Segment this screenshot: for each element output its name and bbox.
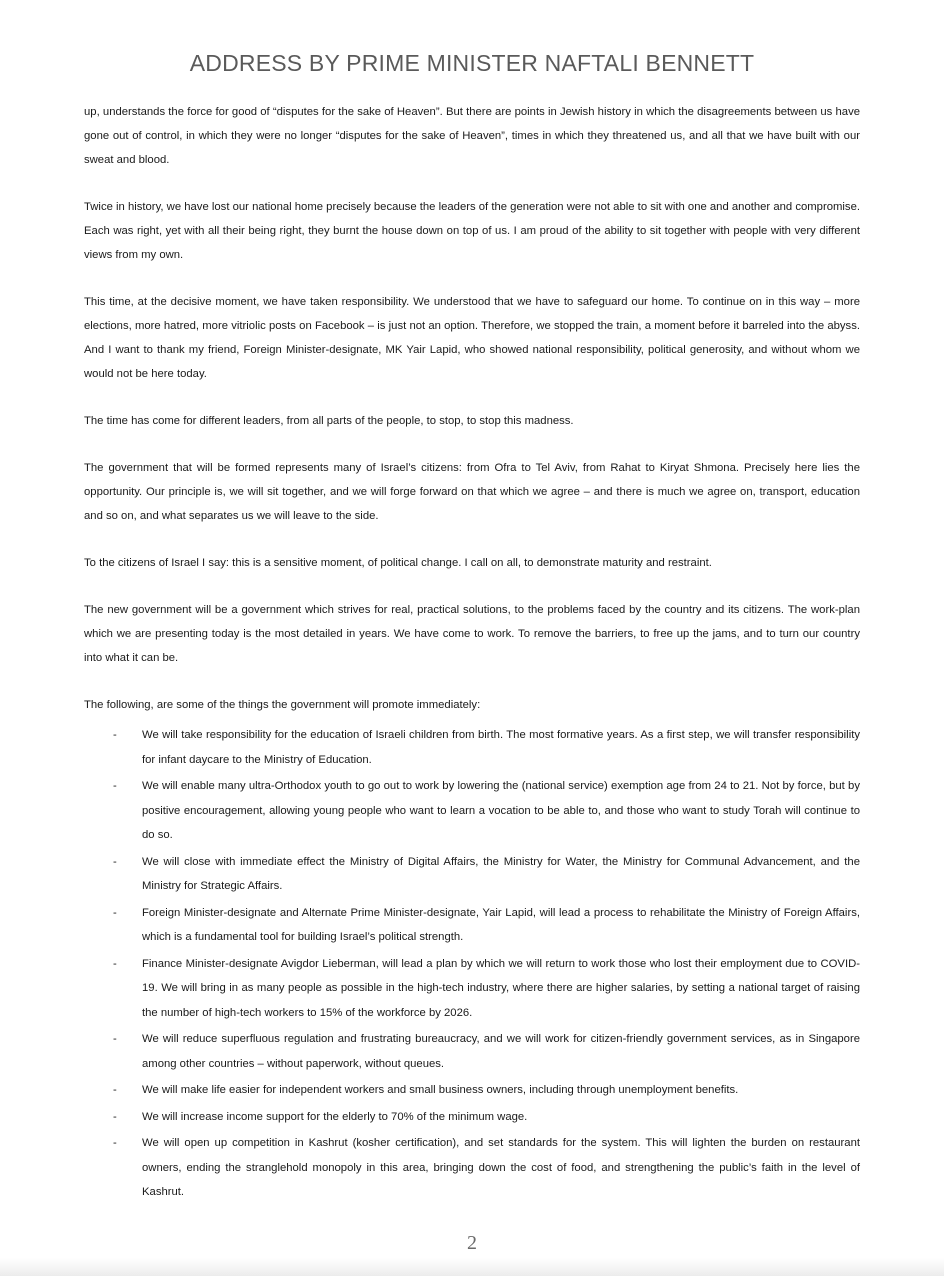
list-item-text: We will close with immediate effect the Ministry of Digital Affairs, the Ministry for Water, the Ministry for Communal Advancement, and the Ministry for Strategic Affairs. [142,855,860,892]
list-item-text: We will open up competition in Kashrut (kosher certification), and set standards for the system. This will lighten the burden on restaurant owners, ending the stranglehold monopoly in this area, bringing down the cost of food, and strengthening the public’s faith in the level of Kashrut. [142,1137,860,1198]
page-bottom-shadow [0,1258,944,1276]
bullet-dash: - [113,906,117,919]
list-item-text: We will enable many ultra-Orthodox youth to go out to work by lowering the (national service) exemption age from 24 to 21. Not by force, but by positive encouragement, allowing young people who want to learn a vocation to be able to, and those who want to study Torah will continue to do so. [142,780,860,841]
list-item-text: We will make life easier for independent workers and small business owners, including through unemployment benefits. [142,1084,739,1096]
list-item-text: We will increase income support for the elderly to 70% of the minimum wage. [142,1110,528,1123]
list-item-text: We will take responsibility for the education of Israeli children from birth. The most formative years. As a first step, we will transfer responsibility for infant daycare to the Ministry of Education. [142,729,860,766]
bullet-dash: - [113,1033,117,1045]
list-item [84,952,860,1026]
list-intro-paragraph: The following, are some of the things the government will promote immediately: [84,699,481,711]
list-item-text: Foreign Minister-designate and Alternate Prime Minister-designate, Yair Lapid, will lead a process to rehabilitate the Ministry of Foreign Affairs, which is a fundamental tool for building Israel’s political strength. [142,906,860,943]
bullet-dash: - [113,1137,117,1149]
list-item [84,1105,860,1130]
list-item [84,1027,860,1076]
list-item [84,901,860,950]
document-body [84,100,860,1207]
paragraph: The time has come for different leaders, from all parts of the people, to stop, to stop this madness. [84,415,574,427]
bullet-dash: - [113,1084,117,1096]
list-item [84,1131,860,1205]
paragraph: The new government will be a government which strives for real, practical solutions, to the problems faced by the country and its citizens. The work-plan which we are presenting today is the most detailed in years. We have come to work. To remove the barriers, to free up the jams, and to turn our country into what it can be. [84,604,860,664]
paragraph: up, understands the force for good of “disputes for the sake of Heaven”. But there are points in Jewish history in which the disagreements between us have gone out of control, in which they were no longer “disputes for the sake of Heaven”, times in which they threatened us, and all that we have built with our sweat and blood. [84,106,860,166]
bullet-dash: - [113,729,117,741]
list-item [84,723,860,772]
list-item [84,850,860,899]
paragraph: This time, at the decisive moment, we have taken responsibility. We understood that we have to safeguard our home. To continue on in this way – more elections, more hatred, more vitriolic posts on Facebook – is just not an option. Therefore, we stopped the train, a moment before it barreled into the abyss. And I want to thank my friend, Foreign Minister-designate, MK Yair Lapid, who showed national responsibility, political generosity, and without whom we would not be here today. [84,296,860,380]
paragraph: The government that will be formed represents many of Israel’s citizens: from Ofra to Tel Aviv, from Rahat to Kiryat Shmona. Precisely here lies the opportunity. Our principle is, we will sit together, and we will forge forward on that which we agree – and there is much we agree on, transport, education and so on, and what separates us we will leave to the side. [84,462,860,522]
bullet-dash: - [113,780,117,792]
list-item-text: Finance Minister-designate Avigdor Lieberman, will lead a plan by which we will return to work those who lost their employment due to COVID-19. We will bring in as many people as possible in the high-tech industry, where there are higher salaries, by setting a national target of raising the number of high-tech workers to 15% of the workforce by 2026. [142,957,860,1019]
list-item-text: We will reduce superfluous regulation and frustrating bureaucracy, and we will work for citizen-friendly government services, as in Singapore among other countries – without paperwork, without queues. [142,1033,860,1070]
paragraph: To the citizens of Israel I say: this is a sensitive moment, of political change. I call on all, to demonstrate maturity and restraint. [84,557,712,569]
bullet-dash: - [113,855,117,868]
bullet-list [84,723,860,1205]
paragraph: Twice in history, we have lost our national home precisely because the leaders of the generation were not able to sit with one and another and compromise. Each was right, yet with all their being right, they burnt the house down on top of us. I am proud of the ability to sit together with people with very different views from my own. [84,201,860,261]
list-item [84,1078,860,1103]
page-header-title: ADDRESS BY PRIME MINISTER NAFTALI BENNETT [189,50,755,76]
page-number: 2 [467,1232,477,1254]
list-item [84,774,860,848]
bullet-dash: - [113,957,117,970]
bullet-dash: - [113,1110,117,1123]
